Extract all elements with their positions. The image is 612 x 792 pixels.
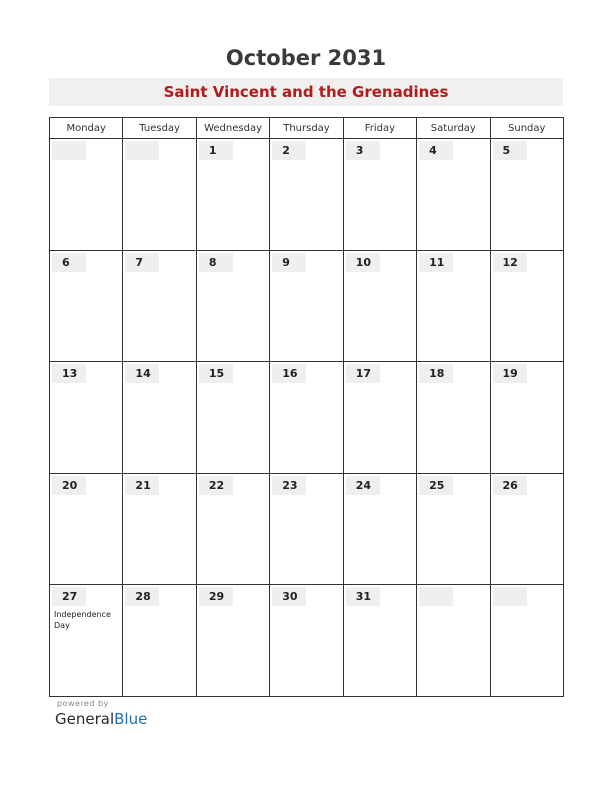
day-number: 2 <box>272 141 306 160</box>
generalblue-logo[interactable] <box>55 710 147 728</box>
day-number: 7 <box>125 253 159 272</box>
calendar-grid <box>49 117 564 697</box>
day-number: 5 <box>493 141 527 160</box>
day-number: 11 <box>419 253 453 272</box>
day-cell-2[interactable] <box>270 139 343 250</box>
day-cell-11[interactable] <box>417 251 490 362</box>
day-number: 20 <box>52 476 86 495</box>
week-row <box>50 251 563 363</box>
day-cell-26[interactable] <box>491 474 563 585</box>
day-number: 3 <box>346 141 380 160</box>
day-cell-25[interactable] <box>417 474 490 585</box>
day-number: 8 <box>199 253 233 272</box>
day-cell-22[interactable] <box>197 474 270 585</box>
day-number: 1 <box>199 141 233 160</box>
day-number: 22 <box>199 476 233 495</box>
day-cell-13[interactable] <box>50 362 123 473</box>
day-number: 27 <box>52 587 86 606</box>
day-number-empty <box>125 141 159 160</box>
brand-general-text: General <box>55 710 115 728</box>
day-cell-5[interactable] <box>491 139 563 250</box>
day-cell-28[interactable] <box>123 585 196 696</box>
day-cell-empty[interactable] <box>50 139 123 250</box>
day-cell-21[interactable] <box>123 474 196 585</box>
day-cell-29[interactable] <box>197 585 270 696</box>
day-cell-3[interactable] <box>344 139 417 250</box>
day-number: 18 <box>419 364 453 383</box>
weekday-header-friday: Friday <box>344 118 417 138</box>
footer <box>55 699 147 728</box>
weekday-header-sunday: Sunday <box>508 122 546 134</box>
day-cell-31[interactable] <box>344 585 417 696</box>
day-number: 24 <box>346 476 380 495</box>
day-cell-6[interactable] <box>50 251 123 362</box>
day-number-empty <box>52 141 86 160</box>
weekday-header-wednesday: Wednesday <box>197 118 270 138</box>
day-cell-17[interactable] <box>344 362 417 473</box>
day-number: 21 <box>125 476 159 495</box>
day-cell-15[interactable] <box>197 362 270 473</box>
day-number: 30 <box>272 587 306 606</box>
weekday-header-tuesday: Tuesday <box>123 118 196 138</box>
brand-blue-text: Blue <box>114 710 148 728</box>
weekday-header-thursday: Thursday <box>270 118 343 138</box>
day-cell-10[interactable] <box>344 251 417 362</box>
day-cell-4[interactable] <box>417 139 490 250</box>
day-number: 19 <box>493 364 527 383</box>
day-number: 17 <box>346 364 380 383</box>
day-number: 12 <box>493 253 527 272</box>
day-cell-empty[interactable] <box>417 585 490 696</box>
country-banner <box>49 78 563 106</box>
weekday-header-saturday: Saturday <box>417 118 490 138</box>
day-number: 9 <box>272 253 306 272</box>
day-cell-30[interactable] <box>270 585 343 696</box>
holiday-label: Independence Day <box>54 610 111 631</box>
page-title: October 2031 <box>225 46 387 70</box>
week-row <box>50 474 563 586</box>
weekday-header-monday: Monday <box>50 118 123 138</box>
day-number: 14 <box>125 364 159 383</box>
day-cell-12[interactable] <box>491 251 563 362</box>
day-number: 6 <box>52 253 86 272</box>
day-number: 25 <box>419 476 453 495</box>
day-number: 10 <box>346 253 380 272</box>
day-cell-18[interactable] <box>417 362 490 473</box>
day-number-empty <box>419 587 453 606</box>
calendar-weeks <box>50 139 563 696</box>
day-number: 13 <box>52 364 86 383</box>
day-number: 26 <box>493 476 527 495</box>
day-number: 16 <box>272 364 306 383</box>
day-cell-1[interactable] <box>197 139 270 250</box>
week-row <box>50 139 563 251</box>
country-name: Saint Vincent and the Grenadines <box>163 83 449 101</box>
day-number: 31 <box>346 587 380 606</box>
day-number: 23 <box>272 476 306 495</box>
day-cell-23[interactable] <box>270 474 343 585</box>
day-cell-7[interactable] <box>123 251 196 362</box>
day-cell-16[interactable] <box>270 362 343 473</box>
day-number: 4 <box>419 141 453 160</box>
day-cell-empty[interactable] <box>123 139 196 250</box>
day-cell-20[interactable] <box>50 474 123 585</box>
day-cell-19[interactable] <box>491 362 563 473</box>
day-number: 15 <box>199 364 233 383</box>
day-cell-9[interactable] <box>270 251 343 362</box>
day-number-empty <box>493 587 527 606</box>
day-number: 28 <box>125 587 159 606</box>
week-row <box>50 585 563 696</box>
day-cell-8[interactable] <box>197 251 270 362</box>
week-row <box>50 362 563 474</box>
powered-by-label: powered by <box>57 699 109 708</box>
weekday-header-row <box>50 118 563 139</box>
day-cell-27[interactable] <box>50 585 123 696</box>
day-cell-empty[interactable] <box>491 585 563 696</box>
day-number: 29 <box>199 587 233 606</box>
day-cell-14[interactable] <box>123 362 196 473</box>
day-cell-24[interactable] <box>344 474 417 585</box>
